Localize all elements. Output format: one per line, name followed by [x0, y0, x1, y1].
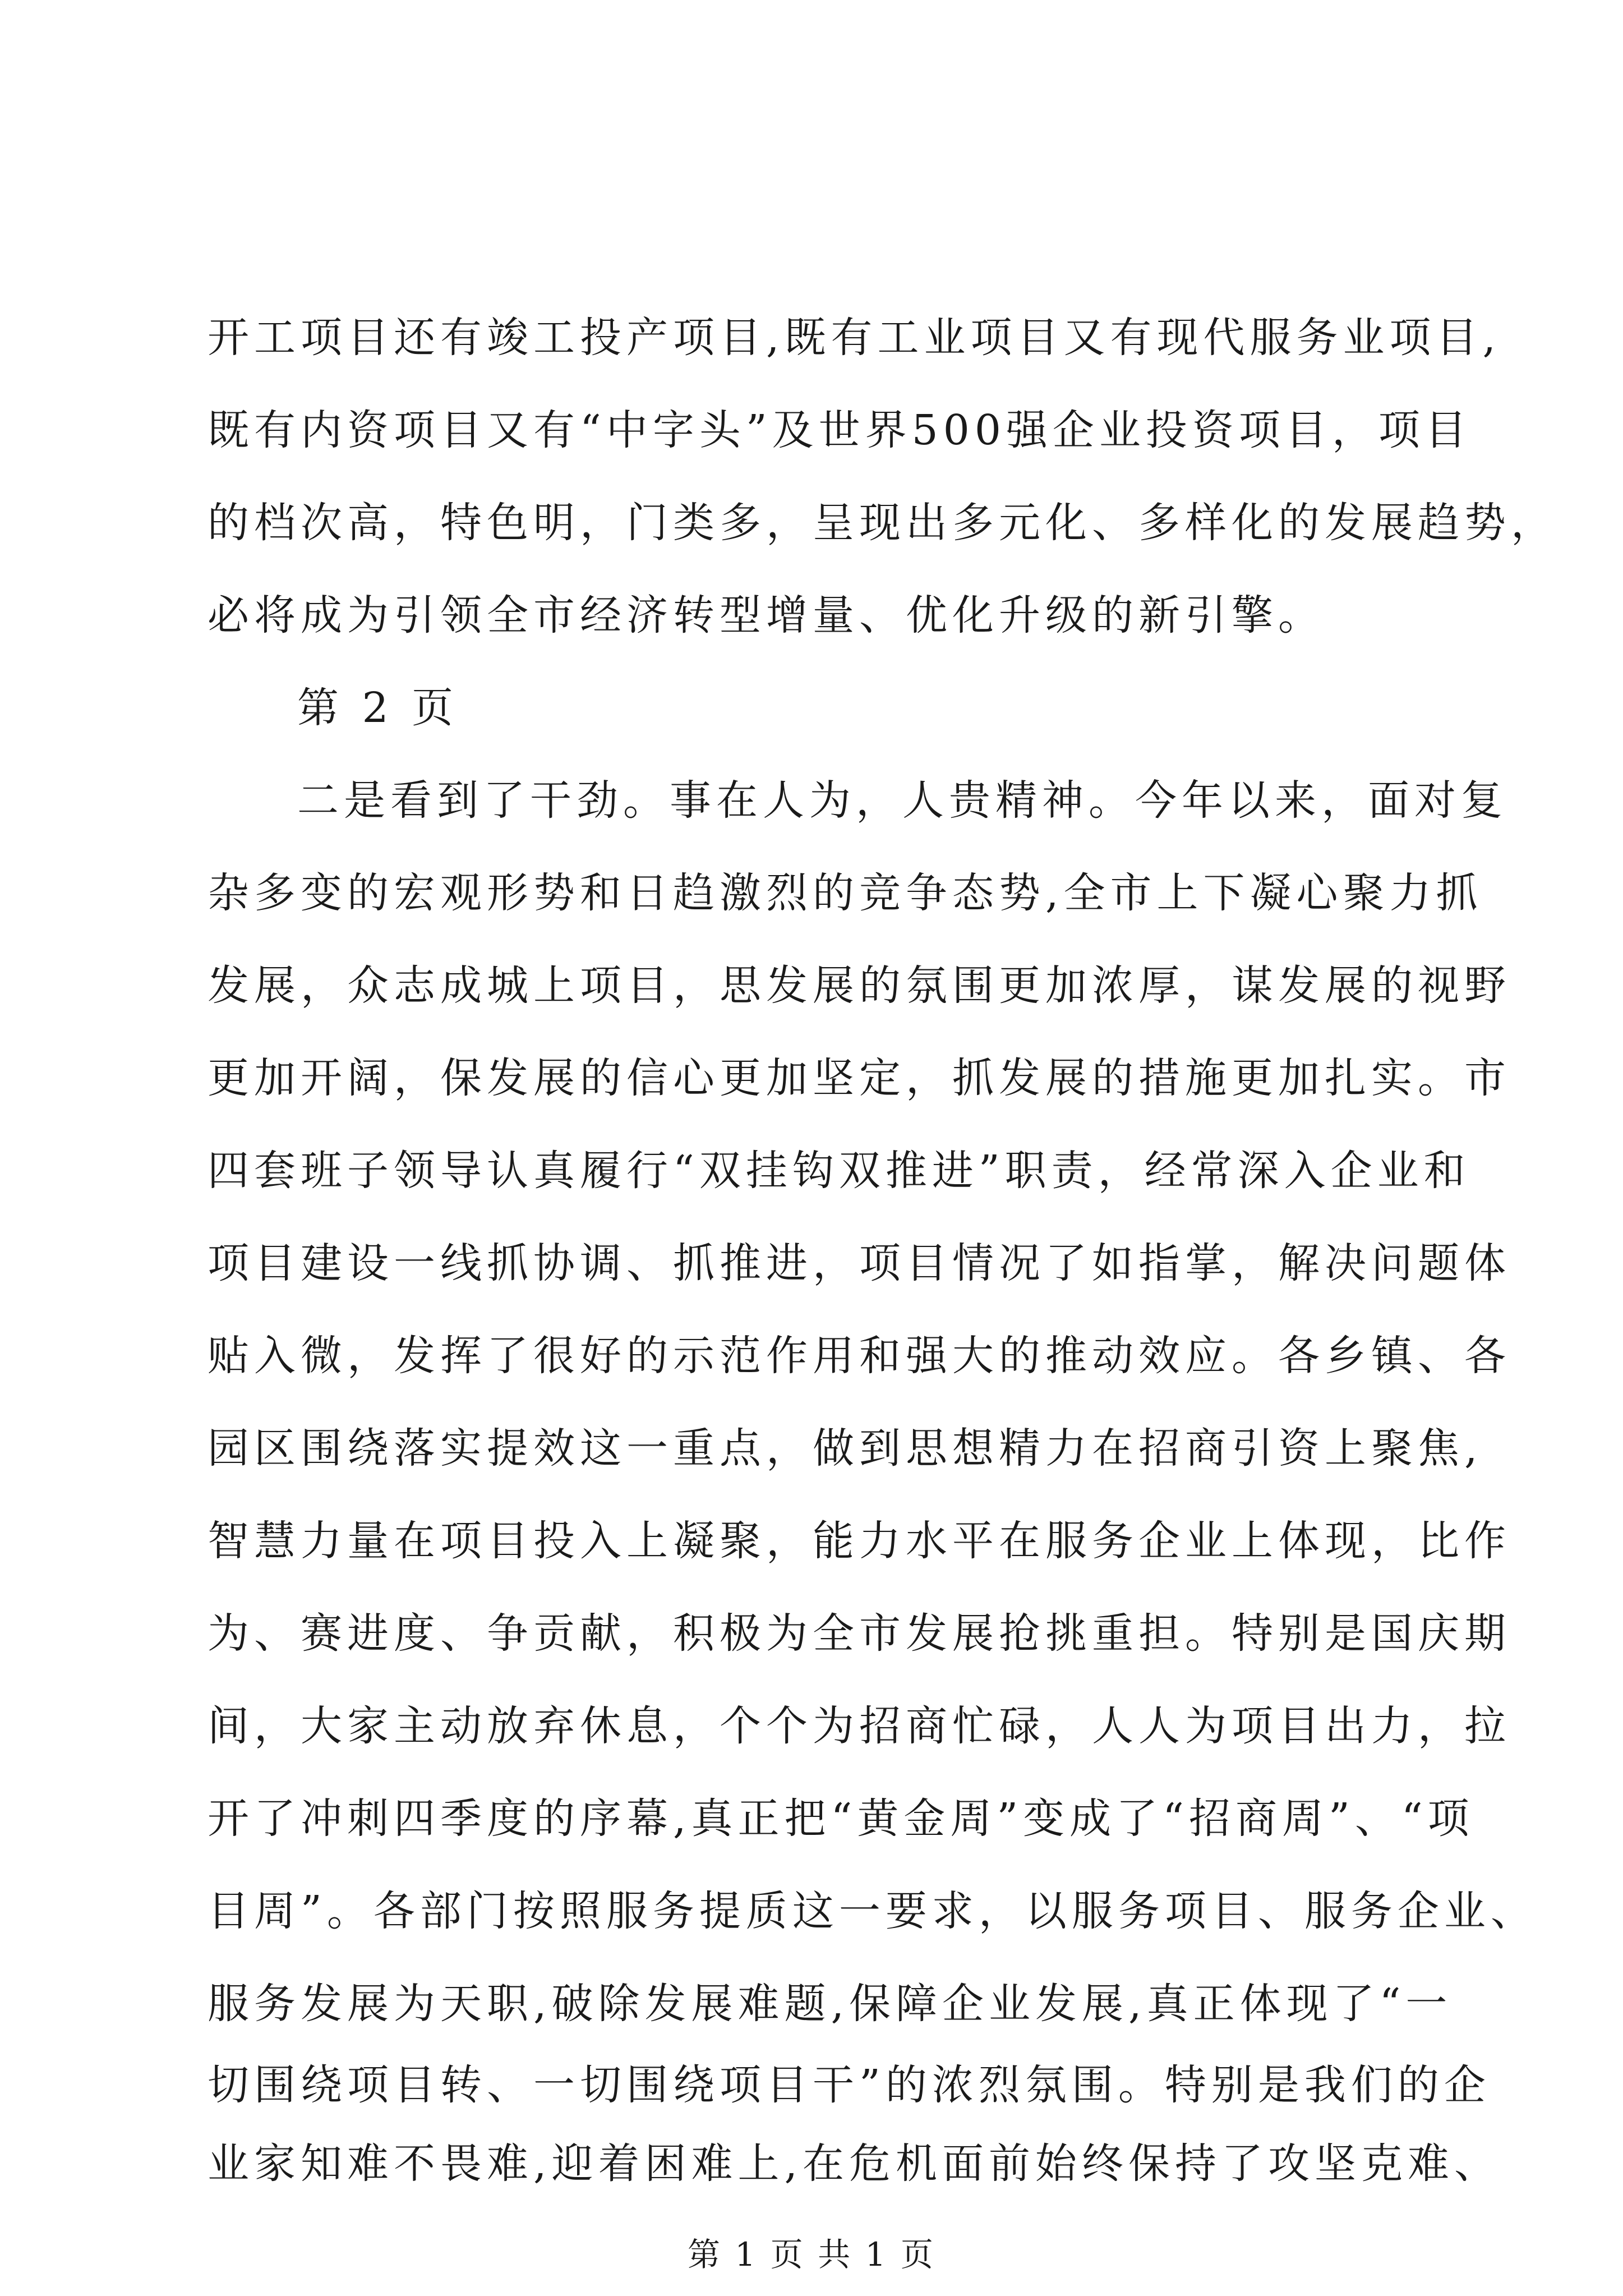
paragraph-line: 的档次高，特色明，门类多，呈现出多元化、多样化的发展趋势， — [208, 499, 1557, 547]
paragraph-line: 项目建设一线抓协调、抓推进，项目情况了如指掌，解决问题体 — [208, 1239, 1511, 1287]
page-footer: 第 1 页 共 1 页 — [688, 2235, 935, 2274]
paragraph-line: 目周”。各部门按照服务提质这一要求，以服务项目、服务企业、 — [208, 1887, 1537, 1935]
page-marker: 第 2 页 — [297, 684, 459, 732]
paragraph-line: 既有内资项目又有“中字头”及世界500强企业投资项目，项目 — [208, 406, 1472, 454]
paragraph-line: 间，大家主动放弃休息，个个为招商忙碌，人人为项目出力，拉 — [208, 1702, 1511, 1750]
paragraph-line: 智慧力量在项目投入上凝聚，能力水平在服务企业上体现，比作 — [208, 1517, 1511, 1565]
paragraph-line: 必将成为引领全市经济转型增量、优化升级的新引擎。 — [208, 591, 1325, 639]
paragraph-line: 开了冲刺四季度的序幕,真正把“黄金周”变成了“招商周”、“项 — [208, 1795, 1474, 1843]
paragraph-line: 发展，众志成城上项目，思发展的氛围更加浓厚，谋发展的视野 — [208, 961, 1511, 1010]
paragraph-line: 更加开阔，保发展的信心更加坚定，抓发展的措施更加扎实。市 — [208, 1054, 1511, 1102]
paragraph-line: 贴入微，发挥了很好的示范作用和强大的推动效应。各乡镇、各 — [208, 1332, 1511, 1380]
paragraph-line: 为、赛进度、争贡献，积极为全市发展抢挑重担。特别是国庆期 — [208, 1609, 1511, 1658]
paragraph-line: 四套班子领导认真履行“双挂钩双推进”职责，经常深入企业和 — [208, 1147, 1470, 1195]
paragraph-line: 服务发展为天职,破除发展难题,保障企业发展,真正体现了“一 — [208, 1980, 1453, 2028]
paragraph-line: 业家知难不畏难,迎着困难上,在危机面前始终保持了攻坚克难、 — [208, 2139, 1501, 2188]
paragraph-line: 二是看到了干劲。事在人为，人贵精神。今年以来，面对复 — [297, 776, 1507, 825]
paragraph-line: 切围绕项目转、一切围绕项目干”的浓烈氛围。特别是我们的企 — [208, 2061, 1491, 2109]
paragraph-line: 开工项目还有竣工投产项目,既有工业项目又有现代服务业项目, — [208, 314, 1501, 362]
paragraph-line: 园区围绕落实提效这一重点，做到思想精力在招商引资上聚焦, — [208, 1424, 1483, 1473]
paragraph-line: 杂多变的宏观形势和日趋激烈的竞争态势,全市上下凝心聚力抓 — [208, 869, 1483, 917]
